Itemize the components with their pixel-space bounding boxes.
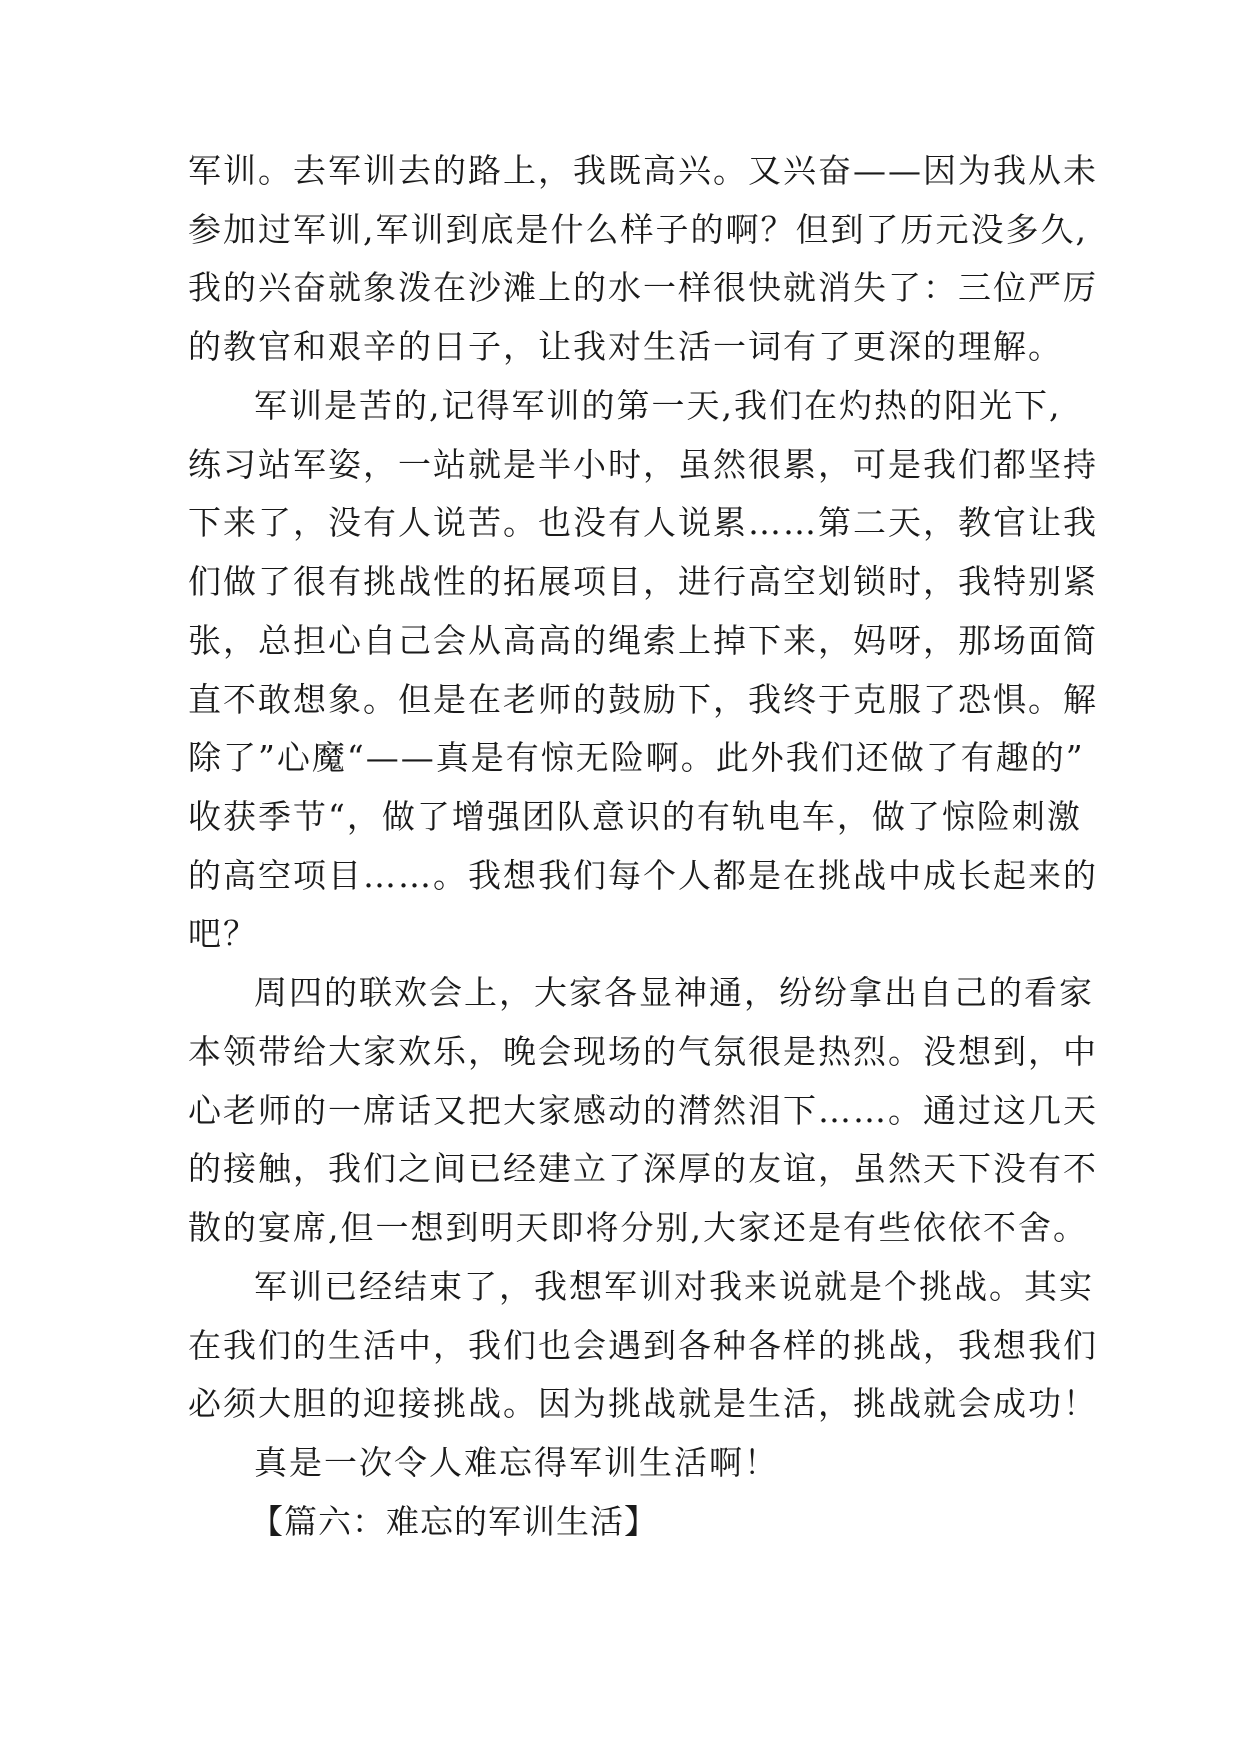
paragraph-start-line: 真是一次令人难忘得军训生活啊！ [254, 1443, 779, 1482]
paragraph-start-line: 周四的联欢会上，大家各显神通，纷纷拿出自己的看家 [254, 973, 1094, 1012]
text-line: 参加过军训,军训到底是什么样子的啊？但到了历元没多久, [188, 210, 1088, 249]
text-line: 直不敢想象。但是在老师的鼓励下，我终于克服了恐惧。解 [188, 680, 1098, 719]
text-line: 们做了很有挑战性的拓展项目，进行高空划锁时，我特别紧 [188, 562, 1098, 601]
text-line: 本领带给大家欢乐，晚会现场的气氛很是热烈。没想到，中 [188, 1032, 1098, 1071]
text-line: 除了”心魔“——真是有惊无险啊。此外我们还做了有趣的” [188, 738, 1085, 777]
paragraph-start-line: 军训已经结束了，我想军训对我来说就是个挑战。其实 [254, 1267, 1094, 1306]
text-line: 在我们的生活中，我们也会遇到各种各样的挑战，我想我们 [188, 1326, 1098, 1365]
text-line: 散的宴席,但一想到明天即将分别,大家还是有些依依不舍。 [188, 1208, 1088, 1247]
section-heading: 【篇六：难忘的军训生活】 [250, 1502, 658, 1541]
text-line: 吧？ [188, 914, 258, 953]
text-line: 我的兴奋就象泼在沙滩上的水一样很快就消失了：三位严厉 [188, 268, 1098, 307]
text-line: 心老师的一席话又把大家感动的潸然泪下……。通过这几天 [188, 1091, 1098, 1130]
paragraph-start-line: 军训是苦的,记得军训的第一天,我们在灼热的阳光下, [254, 386, 1062, 425]
text-line: 下来了，没有人说苦。也没有人说累……第二天，教官让我 [188, 503, 1098, 542]
text-line: 的教官和艰辛的日子，让我对生活一词有了更深的理解。 [188, 327, 1063, 366]
text-line: 收获季节“，做了增强团队意识的有轨电车，做了惊险刺激 [188, 797, 1082, 836]
text-line: 军训。去军训去的路上，我既高兴。又兴奋——因为我从未 [188, 151, 1098, 190]
text-line: 的接触，我们之间已经建立了深厚的友谊，虽然天下没有不 [188, 1149, 1098, 1188]
text-line: 练习站军姿，一站就是半小时，虽然很累，可是我们都坚持 [188, 445, 1098, 484]
text-line: 的高空项目……。我想我们每个人都是在挑战中成长起来的 [188, 856, 1098, 895]
text-line: 张，总担心自己会从高高的绳索上掉下来，妈呀，那场面简 [188, 621, 1098, 660]
text-line: 必须大胆的迎接挑战。因为挑战就是生活，挑战就会成功！ [188, 1384, 1098, 1423]
